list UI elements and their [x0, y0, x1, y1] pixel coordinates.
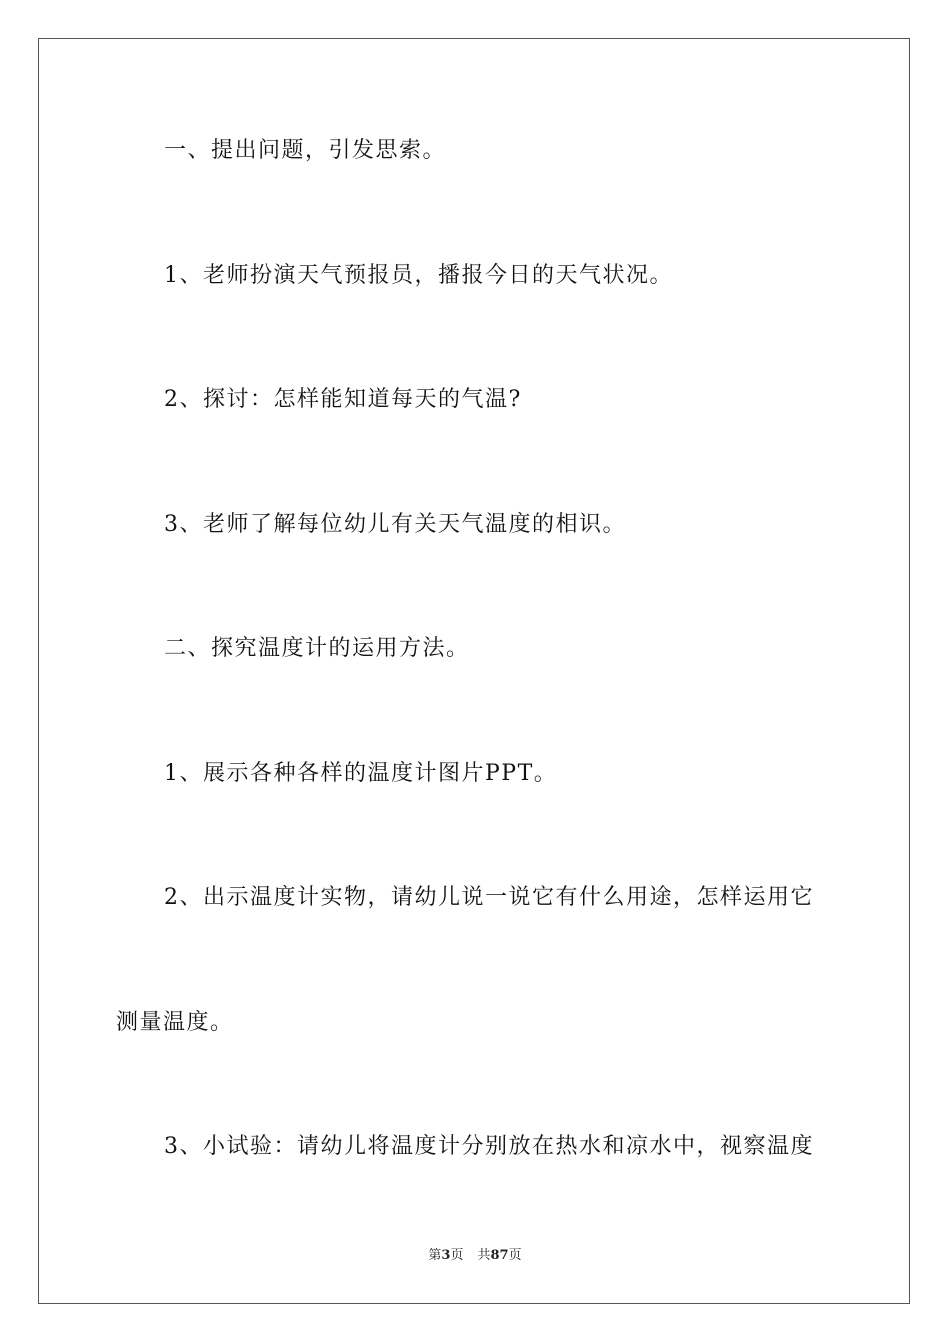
- total-prefix: 共: [477, 1248, 491, 1263]
- paragraph-1-2: 2、探讨：怎样能知道每天的气温?: [164, 387, 522, 412]
- paragraph-2-2-continued: 测量温度。: [116, 1010, 234, 1035]
- section-heading-2: 二、探究温度计的运用方法。: [164, 636, 470, 661]
- page-number: 3: [441, 1248, 451, 1263]
- total-pages: 87: [490, 1248, 509, 1263]
- page-footer: [0, 1247, 950, 1265]
- page-suffix: 页: [450, 1248, 464, 1263]
- section-heading-1: 一、提出问题，引发思索。: [164, 138, 447, 163]
- paragraph-2-1: 1、展示各种各样的温度计图片PPT。: [164, 761, 558, 786]
- paragraph-1-1: 1、老师扮演天气预报员，播报今日的天气状况。: [164, 263, 673, 288]
- paragraph-2-2: 2、出示温度计实物，请幼儿说一说它有什么用途，怎样运用它: [164, 885, 814, 910]
- total-suffix: 页: [508, 1248, 522, 1263]
- paragraph-2-3: 3、小试验：请幼儿将温度计分别放在热水和凉水中，视察温度: [164, 1134, 814, 1159]
- page-border: [38, 38, 910, 1304]
- paragraph-1-3: 3、老师了解每位幼儿有关天气温度的相识。: [164, 512, 626, 537]
- page-prefix: 第: [428, 1248, 442, 1263]
